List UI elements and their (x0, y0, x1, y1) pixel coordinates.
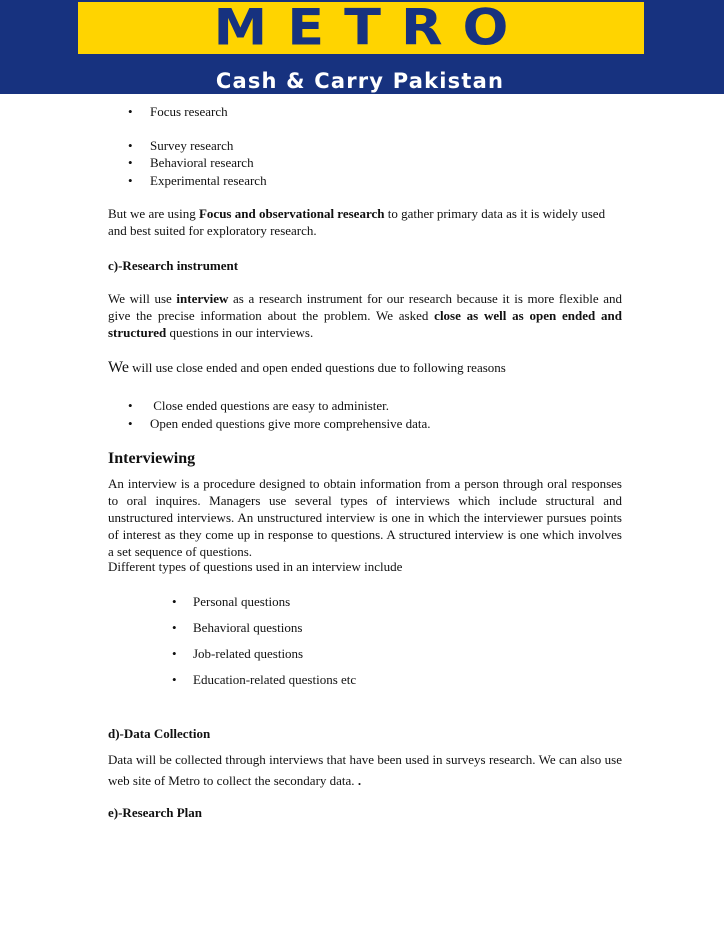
list-item: Close ended questions are easy to administer. (150, 398, 390, 413)
reasons-intro (108, 358, 622, 378)
bullet-icon: • (172, 594, 177, 609)
paragraph-text: questions in our interviews. (166, 325, 314, 340)
approach-paragraph (108, 205, 622, 239)
list-item: Behavioral questions (193, 620, 303, 635)
logo-text: METRO (213, 0, 529, 57)
paragraph-text: as a research instrument for our research because it is more flexible and give the precise information about the problem. We asked (108, 291, 622, 323)
list-item: Focus research (150, 104, 228, 119)
approach-bold: Focus and observational research (198, 206, 385, 221)
data-collection-paragraph (108, 749, 622, 791)
question-types-intro: Different types of questions used in an interview include (108, 559, 403, 574)
bullet-icon: • (128, 398, 133, 413)
section-heading-interviewing: Interviewing (108, 450, 196, 467)
banner-tagline: Cash & Carry Pakistan (215, 69, 505, 93)
research-instrument-paragraph (108, 290, 622, 341)
bullet-icon: • (128, 173, 133, 188)
metro-logo (78, 0, 644, 57)
paragraph-bold: close as well as open ended and structured (108, 308, 622, 340)
list-item: Behavioral research (150, 155, 254, 170)
bullet-icon: • (172, 620, 177, 635)
reasons-intro-text: will use close ended and open ended questions due to following reasons (128, 360, 506, 375)
list-item: Education-related questions etc (193, 672, 357, 687)
data-collection-text: Data will be collected through interviews that have been used in surveys research. We can also use web site of Metro to collect the secondary data. (108, 752, 622, 788)
bullet-icon: • (128, 138, 133, 153)
bullet-icon: • (172, 672, 177, 687)
approach-text-end: to gather primary data as it is widely used and best suited for exploratory research. (108, 206, 606, 238)
section-heading-data-collection: d)-Data Collection (108, 726, 211, 741)
paragraph-text: We will use (108, 291, 177, 306)
data-collection-trailing: . (354, 773, 362, 788)
list-item: Survey research (150, 138, 234, 153)
paragraph-bold: interview (176, 291, 229, 306)
section-heading-research-instrument: c)-Research instrument (108, 258, 239, 273)
reasons-intro-first-word: We (108, 359, 129, 376)
list-item: Experimental research (150, 173, 267, 188)
list-item: Open ended questions give more comprehensive data. (150, 416, 431, 431)
section-heading-research-plan: e)-Research Plan (108, 805, 202, 820)
list-item: Personal questions (193, 594, 291, 609)
bullet-icon: • (128, 416, 133, 431)
bullet-icon: • (128, 104, 133, 119)
bullet-icon: • (172, 646, 177, 661)
header-banner (0, 0, 724, 94)
list-item: Job-related questions (193, 646, 304, 661)
interviewing-paragraph: An interview is a procedure designed to obtain information from a person through oral responses to oral inquires. Managers use several types of interviews which include structural and unstructured interviews. An unstructured interview is one in which the interviewer pursues points of interest as they come up in response to questions. A structured interview is one which involves a set sequence of questions. (108, 476, 622, 559)
bullet-icon: • (128, 155, 133, 170)
approach-text: But we are using (108, 206, 199, 221)
